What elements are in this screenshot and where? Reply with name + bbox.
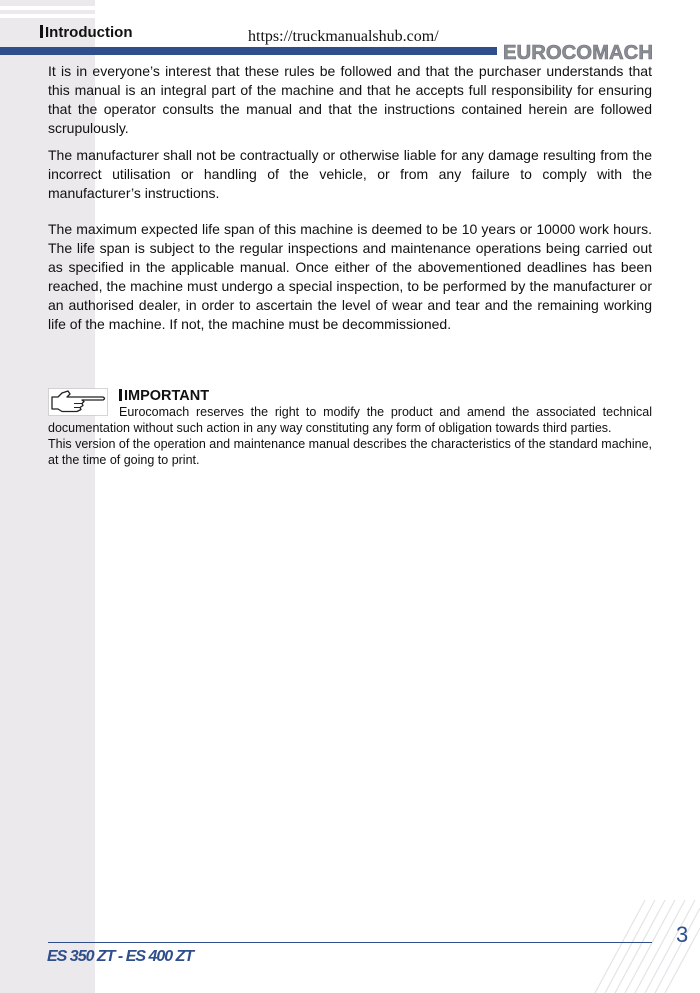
side-strip-notch bbox=[0, 14, 95, 18]
header-url[interactable]: https://truckmanualshub.com/ bbox=[248, 28, 439, 45]
paragraph-liability: The manufacturer shall not be contractually or otherwise liable for any damage resulting from the incorrect utilisation or handling of the vehicle, or from any failure to comply with the manufacturer’s instructions. bbox=[48, 147, 652, 201]
important-text-version: This version of the operation and maintenance manual describes the characteristics of the standard machine, at the time of going to print. bbox=[48, 437, 652, 467]
bullet-marker bbox=[40, 25, 43, 38]
paragraph-responsibility: It is in everyone’s interest that these rules be followed and that the purchaser understands that this manual is an integral part of the machine and that he accepts full responsibility for ensuring that the operator consults the manual and that the instructions contained herein are followed scrupulously. bbox=[48, 63, 652, 136]
section-label bbox=[40, 24, 132, 41]
brand-logo bbox=[503, 42, 655, 61]
important-title-text: IMPORTANT bbox=[124, 388, 210, 404]
footer-model: ES 350 ZT - ES 400 ZT bbox=[47, 948, 194, 965]
bullet-marker bbox=[119, 389, 122, 401]
important-notice bbox=[48, 388, 652, 468]
footer-rule bbox=[48, 942, 652, 943]
paragraph-life-span: The maximum expected life span of this machine is deemed to be 10 years or 10000 work hours. The life span is subject to the regular inspections and maintenance operations being carried out as specified in the applicable manual. Once either of the abovementioned deadlines has been reached, the machine must undergo a special inspection, to be performed by the manufacturer or an authorised dealer, in order to ascertain the level of wear and tear and the remaining working life of the machine. If not, the machine must be decommissioned. bbox=[48, 221, 652, 332]
header-rule bbox=[0, 47, 497, 55]
section-label-text: Introduction bbox=[45, 24, 133, 41]
brand-logo-text: EUROCOMACH bbox=[503, 42, 653, 61]
important-title bbox=[119, 388, 652, 404]
main-content bbox=[48, 62, 652, 334]
page-number: 3 bbox=[676, 922, 689, 947]
important-text-modifications: Eurocomach reserves the right to modify the product and amend the associated technical documentation without such action in any way constituting any form of obligation towards third parties. bbox=[48, 405, 652, 435]
side-strip-notch bbox=[0, 6, 95, 10]
